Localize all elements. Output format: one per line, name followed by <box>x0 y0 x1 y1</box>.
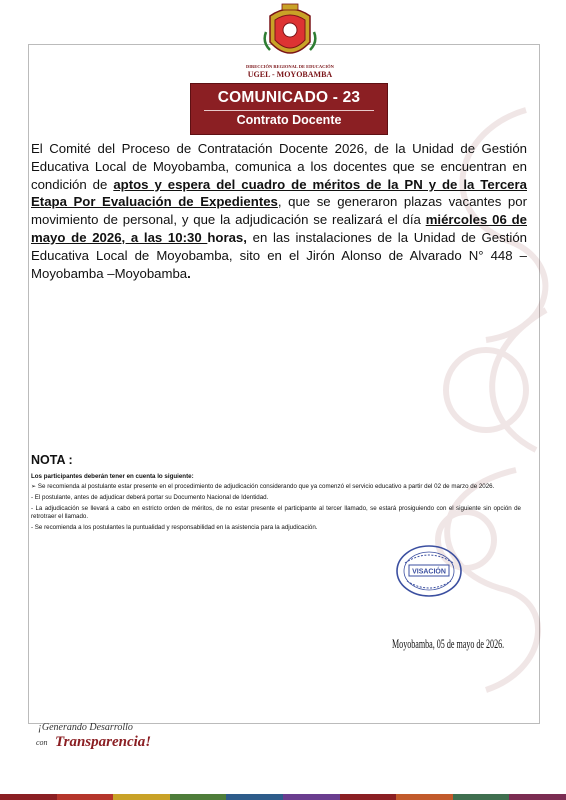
color-bar <box>0 794 566 800</box>
ugel-label: UGEL - MOYOBAMBA <box>247 70 333 79</box>
title-banner <box>190 83 388 135</box>
color-bar-segment <box>226 794 283 800</box>
page-title: COMUNICADO - 23 <box>217 89 361 106</box>
color-bar-segment <box>340 794 397 800</box>
direccion-regional-label: DIRECCIÓN REGIONAL DE EDUCACIÓN <box>246 64 334 69</box>
body-hours: horas, <box>207 229 247 245</box>
color-bar-segment <box>170 794 227 800</box>
banner-divider <box>204 110 374 111</box>
body-end: . <box>187 265 191 281</box>
color-bar-segment <box>57 794 114 800</box>
slogan-line-1: ¡Generando Desarrollo <box>38 722 133 733</box>
nota-list <box>31 473 521 535</box>
visacion-stamp-icon <box>395 543 463 599</box>
color-bar-segment <box>509 794 566 800</box>
slogan-con: con <box>36 738 48 747</box>
nota-intro: Los participantes deberán tener en cuenta lo siguiente: <box>31 473 194 480</box>
nota-item: ➢ Se recomienda al postulante estar presente en el procedimiento de adjudicación considerando que ya comenzó el servicio educativo a partir del 02 de marzo de 2026. <box>31 483 495 490</box>
regional-crest-icon <box>262 2 318 66</box>
color-bar-segment <box>0 794 57 800</box>
color-bar-segment <box>283 794 340 800</box>
body-highlight-condition: aptos y espera del cuadro de méritos de la PN y de la Tercera Etapa Por Evaluación de Expedientes <box>31 176 527 210</box>
slogan-line-2: Transparencia! <box>55 734 152 750</box>
body-highlight-date: miércoles 06 de mayo de 2026, a las 10:30 <box>31 212 527 245</box>
color-bar-segment <box>113 794 170 800</box>
stamp-label: VISACIÓN <box>412 568 446 576</box>
signature-date: Moyobamba, 05 de mayo de 2026. <box>392 636 505 651</box>
nota-heading: NOTA : <box>31 453 73 467</box>
color-bar-segment <box>396 794 453 800</box>
color-bar-segment <box>453 794 510 800</box>
communique-body <box>31 140 527 282</box>
nota-item: - La adjudicación se llevará a cabo en estricto orden de méritos, de no estar presente el participante al tercer llamado, se estará prosiguiendo con el siguiente sin opción de retrotraer el llamado. <box>31 505 521 520</box>
body-part-1: El Comité del Proceso de Contratación Docente 2026, de la Unidad de Gestión Educativa Local de Moyobamba, comunica a los docentes que se encuentran en condición de <box>31 141 527 192</box>
body-part-6: en las instalaciones de la Unidad de Gestión Educativa Local de Moyobamba, sito en el Jirón Alonso de Alvarado N° 448 – Moyobamba –Moyobamba <box>31 229 527 281</box>
nota-item: - El postulante, antes de adjudicar deberá portar su Documento Nacional de Identidad. <box>31 494 269 501</box>
body-part-3: , que se generaron plazas vacantes por movimiento de personal, y que la adjudicación se realizará el día <box>31 194 527 228</box>
nota-item: - Se recomienda a los postulantes la puntualidad y responsabilidad en la asistencia para la adjudicación. <box>31 524 318 531</box>
page-subtitle: Contrato Docente <box>236 113 342 127</box>
